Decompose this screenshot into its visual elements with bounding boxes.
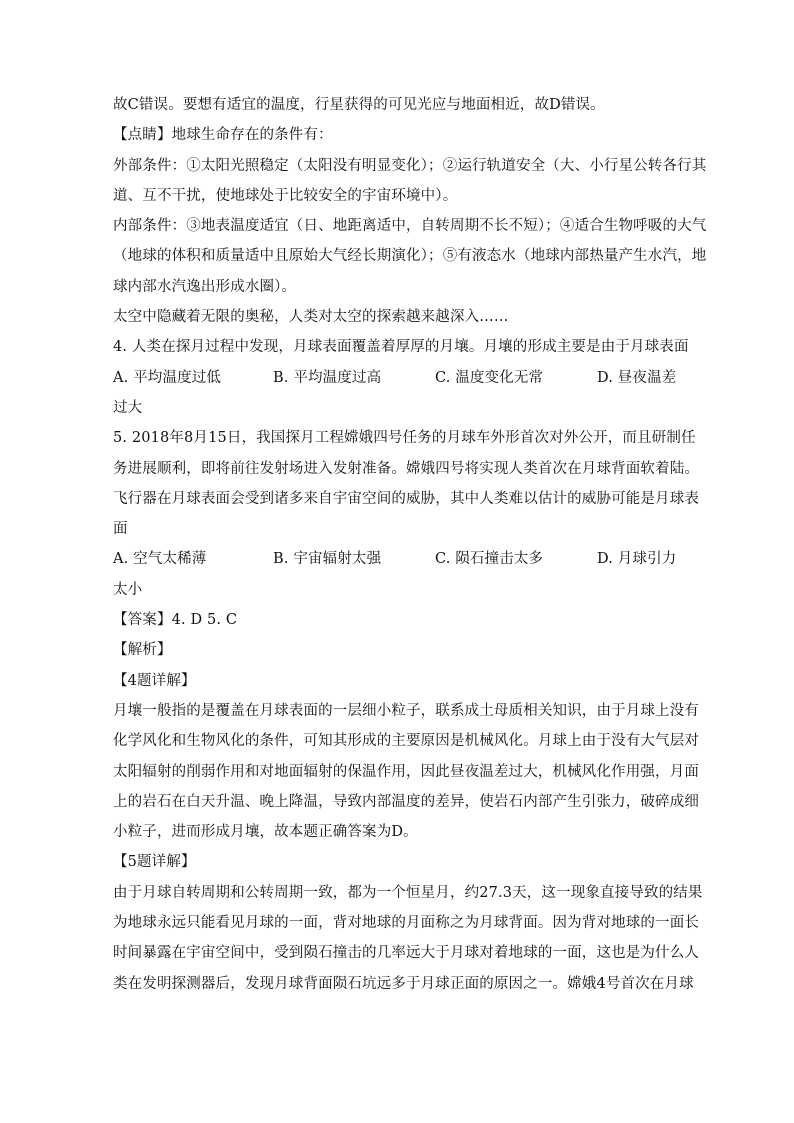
text-line: 小粒子，进而形成月壤，故本题正确答案为D。: [113, 824, 418, 841]
analysis-heading: 【解析】: [113, 642, 172, 659]
q5-detail-heading: 【5题详解】: [113, 854, 196, 871]
option-a: A. 空气太稀薄: [113, 551, 207, 568]
question-5-options: [113, 550, 683, 568]
text-line: 道、互不干扰，使地球处于比较安全的宇宙环境中）。: [113, 187, 458, 204]
option-b: B. 宇宙辐射太强: [273, 551, 382, 568]
text-line: 太阳辐射的削弱作用和对地面辐射的保温作用，因此昼夜温差过大，机械风化作用强，月面: [113, 763, 699, 780]
text-line: 【点睛】地球生命存在的条件有：: [113, 127, 333, 144]
option-d: D. 昼夜温差: [597, 369, 677, 386]
text-line: 太空中隐藏着无限的奥秘，人类对太空的探索越来越深入……: [113, 309, 509, 326]
question-4-stem: 4. 人类在探月过程中发现，月球表面覆盖着厚厚的月壤。月壤的形成主要是由于月球表面: [113, 339, 689, 356]
text-line: 故C错误。要想有适宜的温度，行星获得的可见光应与地面相近，故D错误。: [113, 97, 605, 113]
text-line: 外部条件：①太阳光照稳定（太阳没有明显变化）；②运行轨道安全（大、小行星公转各行其: [113, 157, 707, 174]
text-line: 过大: [113, 399, 143, 416]
text-line: 为地球永远只能看见月球的一面，背对地球的月面称之为月球背面。因为背对地球的一面长: [113, 915, 699, 932]
text-line: 上的岩石在白天升温、晚上降温，导致内部温度的差异，使岩石内部产生引张力，破碎成细: [113, 793, 699, 810]
text-line: 由于月球自转周期和公转周期一致，都为一个恒星月，约27.3天，这一现象直接导致的结果: [113, 884, 703, 901]
option-a: A. 平均温度过低: [113, 369, 222, 386]
document-page: [113, 96, 707, 1005]
text-line: 面: [113, 521, 128, 538]
question-5-stem: 5. 2018年8月15日，我国探月工程嫦娥四号任务的月球车外形首次对外公开，而且研制任: [113, 430, 696, 447]
option-c: C. 温度变化无常: [435, 369, 544, 386]
question-4-options: [113, 369, 683, 387]
text-line: （地球的体积和质量适中且原始大气经长期演化）；⑤有液态水（地球内部热量产生水汽，地: [113, 248, 707, 265]
option-d: D. 月球引力: [597, 551, 677, 568]
q4-detail-heading: 【4题详解】: [113, 672, 196, 689]
text-line: 务进展顺利，即将前往发射场进入发射准备。嫦娥四号将实现人类首次在月球背面软着陆。: [113, 460, 699, 477]
answer-line: 【答案】4. D 5. C: [113, 612, 238, 629]
text-line: 月壤一般指的是覆盖在月球表面的一层细小粒子，联系成土母质相关知识，由于月球上没有: [113, 702, 699, 719]
text-line: 球内部水汽逸出形成水圈）。: [113, 278, 297, 295]
option-b: B. 平均温度过高: [273, 369, 382, 386]
text-line: 飞行器在月球表面会受到诸多来自宇宙空间的威胁，其中人类难以估计的威胁可能是月球表: [113, 490, 699, 507]
text-line: 类在发明探测器后，发现月球背面陨石坑远多于月球正面的原因之一。嫦娥4号首次在月球: [113, 975, 694, 992]
text-line: 化学风化和生物风化的条件，可知其形成的主要原因是机械风化。月球上由于没有大气层对: [113, 733, 699, 750]
text-line: 时间暴露在宇宙空间中，受到陨石撞击的几率远大于月球对着地球的一面，这也是为什么人: [113, 945, 699, 962]
text-line: 内部条件：③地表温度适宜（日、地距离适中，自转周期不长不短）；④适合生物呼吸的大气: [113, 218, 707, 235]
text-line: 太小: [113, 581, 143, 598]
option-c: C. 陨石撞击太多: [435, 551, 544, 568]
